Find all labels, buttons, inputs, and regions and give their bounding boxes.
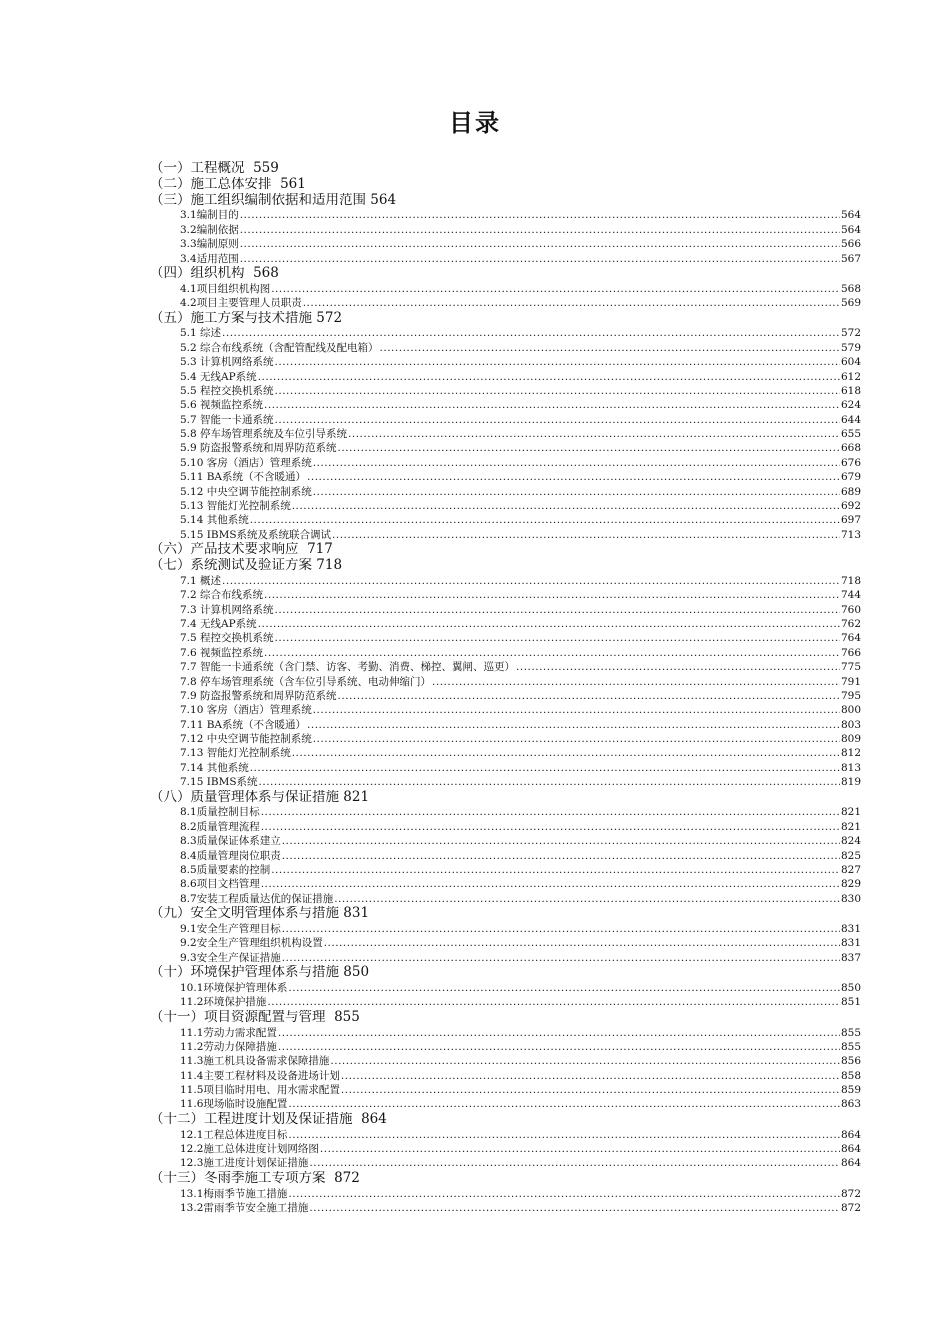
toc-entry[interactable] bbox=[150, 237, 861, 251]
toc-entry-page-number: 831 bbox=[840, 937, 861, 950]
dot-leader bbox=[264, 398, 840, 412]
toc-entry-page-number: 872 bbox=[840, 1187, 861, 1200]
toc-entry-page-number: 618 bbox=[840, 384, 861, 397]
toc-entry-page-number: 564 bbox=[840, 223, 861, 236]
toc-entry[interactable] bbox=[150, 805, 861, 819]
toc-entry-label: 7.11 BA系统（不含暖通） bbox=[180, 718, 307, 731]
toc-entry-page-number: 579 bbox=[840, 341, 861, 354]
dot-leader bbox=[261, 820, 840, 834]
toc-entry-page-number: 855 bbox=[840, 1026, 861, 1039]
toc-entry-page-number: 760 bbox=[840, 603, 861, 616]
dot-leader bbox=[250, 761, 840, 775]
toc-entry-label: 7.13 智能灯光控制系统 bbox=[180, 747, 291, 760]
dot-leader bbox=[258, 370, 840, 384]
toc-entry-page-number: 744 bbox=[840, 589, 861, 602]
toc-entry-label: 8.6项目文档管理 bbox=[180, 878, 260, 891]
toc-entry-page-number: 830 bbox=[840, 892, 861, 905]
dot-leader bbox=[282, 849, 840, 863]
toc-section-label: （八）质量管理体系与保证措施 821 bbox=[150, 789, 370, 805]
toc-entry[interactable] bbox=[150, 660, 861, 674]
toc-entry-page-number: 829 bbox=[840, 878, 861, 891]
toc-entry-page-number: 775 bbox=[840, 661, 861, 674]
toc-entry-page-number: 564 bbox=[840, 209, 861, 222]
toc-entry-label: 5.6 视频监控系统 bbox=[180, 399, 264, 412]
toc-entry-label: 5.13 智能灯光控制系统 bbox=[180, 500, 291, 513]
toc-entry-page-number: 762 bbox=[840, 617, 861, 630]
toc-entry-label: 10.1环境保护管理体系 bbox=[180, 981, 288, 994]
toc-entry-page-number: 872 bbox=[840, 1202, 861, 1215]
toc-entry[interactable] bbox=[150, 1026, 861, 1040]
toc-entry[interactable] bbox=[150, 485, 861, 499]
toc-entry-page-number: 837 bbox=[840, 951, 861, 964]
toc-entry-page-number: 655 bbox=[840, 428, 861, 441]
toc-section-label: （十一）项目资源配置与管理 855 bbox=[150, 1009, 360, 1025]
toc-entry[interactable] bbox=[150, 1054, 861, 1068]
toc-entry-label: 7.14 其他系统 bbox=[180, 761, 249, 774]
toc-entry-label: 3.1编制目的 bbox=[180, 209, 239, 222]
dot-leader bbox=[275, 413, 840, 427]
dot-leader bbox=[267, 995, 840, 1009]
toc-entry-label: 8.4质量管理岗位职责 bbox=[180, 849, 281, 862]
toc-entry[interactable] bbox=[150, 922, 861, 936]
dot-leader bbox=[222, 574, 840, 588]
dot-leader bbox=[332, 528, 840, 542]
toc-entry-label: 5.10 客房（酒店）管理系统 bbox=[180, 456, 312, 469]
dot-leader bbox=[278, 1026, 840, 1040]
toc-section-label: （二）施工总体安排 561 bbox=[150, 176, 306, 192]
toc-entry-label: 3.3编制原则 bbox=[180, 238, 239, 251]
dot-leader bbox=[275, 384, 840, 398]
toc-entry[interactable] bbox=[150, 718, 861, 732]
toc-entry-label: 7.10 客房（酒店）管理系统 bbox=[180, 704, 312, 717]
toc-entry[interactable] bbox=[150, 951, 861, 965]
toc-entry-label: 11.2劳动力保障措施 bbox=[180, 1040, 277, 1053]
toc-entry[interactable] bbox=[150, 834, 861, 848]
dot-leader bbox=[240, 208, 840, 222]
toc-entry-page-number: 812 bbox=[840, 747, 861, 760]
toc-entry-label: 7.3 计算机网络系统 bbox=[180, 603, 274, 616]
toc-entry-label: 5.4 无线AP系统 bbox=[180, 370, 257, 383]
toc-entry-label: 7.4 无线AP系统 bbox=[180, 617, 257, 630]
toc-entry-page-number: 604 bbox=[840, 356, 861, 369]
dot-leader bbox=[264, 646, 840, 660]
toc-entry[interactable] bbox=[150, 936, 861, 950]
toc-entry-page-number: 791 bbox=[840, 675, 861, 688]
toc-entry-page-number: 809 bbox=[840, 733, 861, 746]
dot-leader bbox=[334, 892, 840, 906]
toc-entry[interactable] bbox=[150, 413, 861, 427]
toc-entry-label: 7.15 IBMS系统 bbox=[180, 776, 258, 789]
toc-entry-page-number: 821 bbox=[840, 820, 861, 833]
toc-entry[interactable] bbox=[150, 528, 861, 542]
toc-entry-label: 5.15 IBMS系统及系统联合调试 bbox=[180, 528, 332, 541]
toc-entry-page-number: 676 bbox=[840, 456, 861, 469]
dot-leader bbox=[222, 326, 840, 340]
toc-section-label: （十三）冬雨季施工专项方案 872 bbox=[150, 1170, 360, 1186]
toc-entry-label: 3.4适用范围 bbox=[180, 252, 239, 265]
toc-title: 目录 bbox=[449, 109, 501, 137]
toc-entry-page-number: 567 bbox=[840, 252, 861, 265]
toc-entry-label: 13.1梅雨季节施工措施 bbox=[180, 1187, 288, 1200]
dot-leader bbox=[282, 951, 840, 965]
toc-entry-label: 5.2 综合布线系统（含配管配线及配电箱） bbox=[180, 341, 379, 354]
toc-entry-label: 8.2质量管理流程 bbox=[180, 820, 260, 833]
toc-entry[interactable] bbox=[150, 574, 861, 588]
toc-entry[interactable] bbox=[150, 513, 861, 527]
toc-entry[interactable] bbox=[150, 499, 861, 513]
dot-leader bbox=[271, 863, 840, 877]
toc-entry[interactable] bbox=[150, 1040, 861, 1054]
toc-entry-label: 5.12 中央空调节能控制系统 bbox=[180, 485, 312, 498]
toc-entry-label: 7.8 停车场管理系统（含车位引导系统、电动伸缩门） bbox=[180, 675, 432, 688]
dot-leader bbox=[348, 427, 840, 441]
toc-entry[interactable] bbox=[150, 746, 861, 760]
toc-entry[interactable] bbox=[150, 732, 861, 746]
toc-entry-page-number: 795 bbox=[840, 689, 861, 702]
toc-entry[interactable] bbox=[150, 370, 861, 384]
toc-entry[interactable] bbox=[150, 1097, 861, 1111]
toc-entry[interactable] bbox=[150, 384, 861, 398]
toc-entry[interactable] bbox=[150, 282, 861, 296]
toc-entry-label: 8.3质量保证体系建立 bbox=[180, 835, 281, 848]
dot-leader bbox=[275, 603, 840, 617]
dot-leader bbox=[240, 223, 840, 237]
toc-entry-label: 3.2编制依据 bbox=[180, 223, 239, 236]
toc-section-label: （十二）工程进度计划及保证措施 864 bbox=[150, 1111, 387, 1127]
toc-entry-label: 5.9 防盗报警系统和周界防范系统 bbox=[180, 442, 337, 455]
toc-entry-page-number: 713 bbox=[840, 528, 861, 541]
toc-entry[interactable] bbox=[150, 252, 861, 266]
dot-leader bbox=[261, 877, 840, 891]
toc-entry[interactable] bbox=[150, 456, 861, 470]
toc-entry-page-number: 858 bbox=[840, 1069, 861, 1082]
toc-entry-label: 9.1安全生产管理目标 bbox=[180, 922, 281, 935]
toc-entry[interactable] bbox=[150, 849, 861, 863]
toc-entry[interactable] bbox=[150, 1083, 861, 1097]
toc-entry-label: 5.8 停车场管理系统及车位引导系统 bbox=[180, 428, 348, 441]
toc-entry[interactable] bbox=[150, 1128, 861, 1142]
toc-entry[interactable] bbox=[150, 775, 861, 789]
dot-leader bbox=[250, 513, 840, 527]
toc-entry-label: 13.2雷雨季节安全施工措施 bbox=[180, 1202, 309, 1215]
toc-entry-label: 11.2环境保护措施 bbox=[180, 996, 267, 1009]
toc-entry-label: 7.2 综合布线系统 bbox=[180, 589, 264, 602]
toc-entry[interactable] bbox=[150, 398, 861, 412]
toc-section-label: （六）产品技术要求响应 717 bbox=[150, 542, 333, 558]
toc-entry[interactable] bbox=[150, 761, 861, 775]
toc-section-heading[interactable] bbox=[150, 906, 861, 922]
toc-entry-label: 8.5质量要素的控制 bbox=[180, 864, 271, 876]
toc-entry-label: 11.5项目临时用电、用水需求配置 bbox=[180, 1084, 340, 1097]
toc-entry-label: 9.2安全生产管理组织机构设置 bbox=[180, 937, 323, 950]
toc-entry-page-number: 821 bbox=[840, 806, 861, 819]
dot-leader bbox=[264, 588, 840, 602]
toc-entry-label: 7.1 概述 bbox=[180, 574, 222, 587]
toc-entry-page-number: 569 bbox=[840, 297, 861, 310]
toc-entry-label: 4.1项目组织机构图 bbox=[180, 282, 271, 295]
toc-entry-label: 8.1质量控制目标 bbox=[180, 806, 260, 819]
toc-section-label: （五）施工方案与技术措施 572 bbox=[150, 310, 343, 326]
toc-entry[interactable] bbox=[150, 223, 861, 237]
dot-leader bbox=[258, 617, 840, 631]
dot-leader bbox=[303, 296, 840, 310]
dot-leader bbox=[338, 441, 840, 455]
toc-entry[interactable] bbox=[150, 441, 861, 455]
toc-entry[interactable] bbox=[150, 646, 861, 660]
toc-entry-label: 7.6 视频监控系统 bbox=[180, 646, 264, 659]
toc-entry-page-number: 800 bbox=[840, 704, 861, 717]
toc-entry-page-number: 764 bbox=[840, 632, 861, 645]
toc-entry[interactable] bbox=[150, 341, 861, 355]
toc-entry[interactable] bbox=[150, 208, 861, 222]
toc-entry[interactable] bbox=[150, 326, 861, 340]
toc-entry[interactable] bbox=[150, 877, 861, 891]
toc-entry-label: 5.7 智能一卡通系统 bbox=[180, 413, 274, 426]
toc-entry-label: 5.14 其他系统 bbox=[180, 514, 249, 527]
toc-section-heading[interactable] bbox=[150, 558, 861, 574]
toc-entry-label: 12.1工程总体进度目标 bbox=[180, 1128, 288, 1141]
toc-section-label: （十）环境保护管理体系与措施 850 bbox=[150, 965, 370, 981]
dot-leader bbox=[259, 775, 840, 789]
toc-section-heading[interactable] bbox=[150, 193, 861, 209]
dot-leader bbox=[282, 922, 840, 936]
toc-entry-page-number: 566 bbox=[840, 238, 861, 251]
dot-leader bbox=[288, 1097, 840, 1111]
dot-leader bbox=[240, 237, 840, 251]
toc-section-heading[interactable] bbox=[150, 542, 861, 558]
toc-entry[interactable] bbox=[150, 703, 861, 717]
dot-leader bbox=[288, 1187, 840, 1201]
dot-leader bbox=[282, 834, 840, 848]
dot-leader bbox=[338, 689, 840, 703]
toc-entry[interactable] bbox=[150, 675, 861, 689]
dot-leader bbox=[341, 1083, 840, 1097]
toc-entry[interactable] bbox=[150, 820, 861, 834]
toc-entry-label: 5.11 BA系统（不含暖通） bbox=[180, 471, 307, 484]
toc-entry-page-number: 718 bbox=[840, 574, 861, 587]
toc-section-heading[interactable] bbox=[150, 177, 861, 193]
dot-leader bbox=[288, 1128, 840, 1142]
dot-leader bbox=[275, 355, 840, 369]
toc-entry-page-number: 624 bbox=[840, 399, 861, 412]
dot-leader bbox=[292, 746, 840, 760]
toc-section-heading[interactable] bbox=[150, 161, 861, 177]
toc-entry-page-number: 766 bbox=[840, 646, 861, 659]
toc-entry-label: 8.7安装工程质量达优的保证措施 bbox=[180, 892, 334, 905]
dot-leader bbox=[432, 675, 840, 689]
dot-leader bbox=[313, 703, 840, 717]
toc-entry[interactable] bbox=[150, 470, 861, 484]
toc-section-label: （三）施工组织编制依据和适用范围 564 bbox=[150, 192, 397, 208]
toc-entry-label: 7.12 中央空调节能控制系统 bbox=[180, 733, 312, 746]
dot-leader bbox=[309, 1201, 840, 1215]
toc-section-heading[interactable] bbox=[150, 311, 861, 327]
toc-entry[interactable] bbox=[150, 892, 861, 906]
dot-leader bbox=[341, 1069, 840, 1083]
toc-entry-page-number: 572 bbox=[840, 327, 861, 340]
toc-entry[interactable] bbox=[150, 689, 861, 703]
toc-entry-label: 7.5 程控交换机系统 bbox=[180, 632, 274, 645]
toc-entry-page-number: 856 bbox=[840, 1055, 861, 1068]
toc-entry[interactable] bbox=[150, 1156, 861, 1170]
toc-section-heading[interactable] bbox=[150, 1112, 861, 1128]
toc-section-heading[interactable] bbox=[150, 790, 861, 806]
toc-entry-page-number: 813 bbox=[840, 761, 861, 774]
toc-entry-page-number: 827 bbox=[840, 864, 861, 876]
toc-entry-label: 7.9 防盗报警系统和周界防范系统 bbox=[180, 689, 337, 702]
toc-entry-page-number: 850 bbox=[840, 981, 861, 994]
toc-entry-page-number: 859 bbox=[840, 1084, 861, 1097]
toc-entry-page-number: 692 bbox=[840, 500, 861, 513]
toc-entry-page-number: 831 bbox=[840, 922, 861, 935]
toc-entry-page-number: 612 bbox=[840, 370, 861, 383]
dot-leader bbox=[313, 485, 840, 499]
dot-leader bbox=[313, 456, 840, 470]
dot-leader bbox=[261, 805, 840, 819]
toc-entry-page-number: 644 bbox=[840, 413, 861, 426]
toc-entry-label: 5.3 计算机网络系统 bbox=[180, 356, 274, 369]
toc-entry-label: 11.1劳动力需求配置 bbox=[180, 1026, 277, 1039]
dot-leader bbox=[288, 981, 840, 995]
toc-entry-page-number: 568 bbox=[840, 282, 861, 295]
toc-entry-page-number: 864 bbox=[840, 1128, 861, 1141]
dot-leader bbox=[275, 631, 840, 645]
toc-entry-label: 9.3安全生产保证措施 bbox=[180, 951, 281, 964]
toc-entry[interactable] bbox=[150, 1187, 861, 1201]
dot-leader bbox=[313, 732, 840, 746]
toc-entry-label: 7.7 智能一卡通系统（含门禁、访客、考勤、消费、梯控、翼闸、巡更） bbox=[180, 661, 516, 674]
dot-leader bbox=[309, 1156, 840, 1170]
toc-entry[interactable] bbox=[150, 296, 861, 310]
toc-entry-label: 5.1 综述 bbox=[180, 327, 222, 340]
toc-entry[interactable] bbox=[150, 1201, 861, 1215]
toc-section-label: （四）组织机构 568 bbox=[150, 265, 279, 281]
toc-entry-label: 12.3施工进度计划保证措施 bbox=[180, 1157, 309, 1170]
toc-entry-label: 11.3施工机具设备需求保障措施 bbox=[180, 1055, 330, 1068]
dot-leader bbox=[278, 1040, 840, 1054]
dot-leader bbox=[307, 718, 840, 732]
toc-entry-page-number: 689 bbox=[840, 485, 861, 498]
toc-entry-label: 4.2项目主要管理人员职责 bbox=[180, 297, 302, 310]
toc-entry[interactable] bbox=[150, 355, 861, 369]
toc-entry[interactable] bbox=[150, 631, 861, 645]
dot-leader bbox=[271, 282, 840, 296]
toc-entry-page-number: 803 bbox=[840, 718, 861, 731]
dot-leader bbox=[320, 1142, 840, 1156]
toc-section-heading[interactable] bbox=[150, 1171, 861, 1187]
toc-entry[interactable] bbox=[150, 603, 861, 617]
toc-section-heading[interactable] bbox=[150, 266, 861, 282]
toc-entry[interactable] bbox=[150, 981, 861, 995]
dot-leader bbox=[516, 660, 840, 674]
toc-entry-page-number: 697 bbox=[840, 514, 861, 527]
toc-entry-page-number: 855 bbox=[840, 1040, 861, 1053]
toc-entry[interactable] bbox=[150, 588, 861, 602]
toc-entry-page-number: 825 bbox=[840, 849, 861, 862]
dot-leader bbox=[380, 341, 840, 355]
toc-entry[interactable] bbox=[150, 995, 861, 1009]
toc-section-heading[interactable] bbox=[150, 965, 861, 981]
toc-entry-page-number: 864 bbox=[840, 1143, 861, 1156]
dot-leader bbox=[307, 470, 840, 484]
toc-entry-label: 11.6现场临时设施配置 bbox=[180, 1098, 288, 1111]
toc-section-label: （九）安全文明管理体系与措施 831 bbox=[150, 906, 370, 922]
toc-entry-label: 12.2施工总体进度计划网络图 bbox=[180, 1143, 319, 1156]
toc-entry-label: 11.4主要工程材料及设备进场计划 bbox=[180, 1069, 340, 1082]
toc-entry-page-number: 679 bbox=[840, 471, 861, 484]
toc-entry-page-number: 851 bbox=[840, 996, 861, 1009]
toc-section-heading[interactable] bbox=[150, 1010, 861, 1026]
toc-section-label: （一）工程概况 559 bbox=[150, 161, 279, 176]
toc-section-label: （七）系统测试及验证方案 718 bbox=[150, 557, 343, 573]
toc-entry-page-number: 668 bbox=[840, 442, 861, 455]
toc-entry-page-number: 863 bbox=[840, 1098, 861, 1111]
toc-entry[interactable] bbox=[150, 1142, 861, 1156]
dot-leader bbox=[330, 1054, 840, 1068]
toc-entry[interactable] bbox=[150, 427, 861, 441]
table-of-contents bbox=[150, 161, 861, 1215]
toc-entry-page-number: 864 bbox=[840, 1157, 861, 1170]
dot-leader bbox=[324, 936, 840, 950]
toc-entry-label: 5.5 程控交换机系统 bbox=[180, 384, 274, 397]
toc-entry[interactable] bbox=[150, 617, 861, 631]
toc-entry[interactable] bbox=[150, 1069, 861, 1083]
toc-entry-page-number: 819 bbox=[840, 776, 861, 789]
dot-leader bbox=[292, 499, 840, 513]
toc-entry-page-number: 824 bbox=[840, 835, 861, 848]
toc-entry[interactable] bbox=[150, 863, 861, 877]
dot-leader bbox=[240, 252, 840, 266]
